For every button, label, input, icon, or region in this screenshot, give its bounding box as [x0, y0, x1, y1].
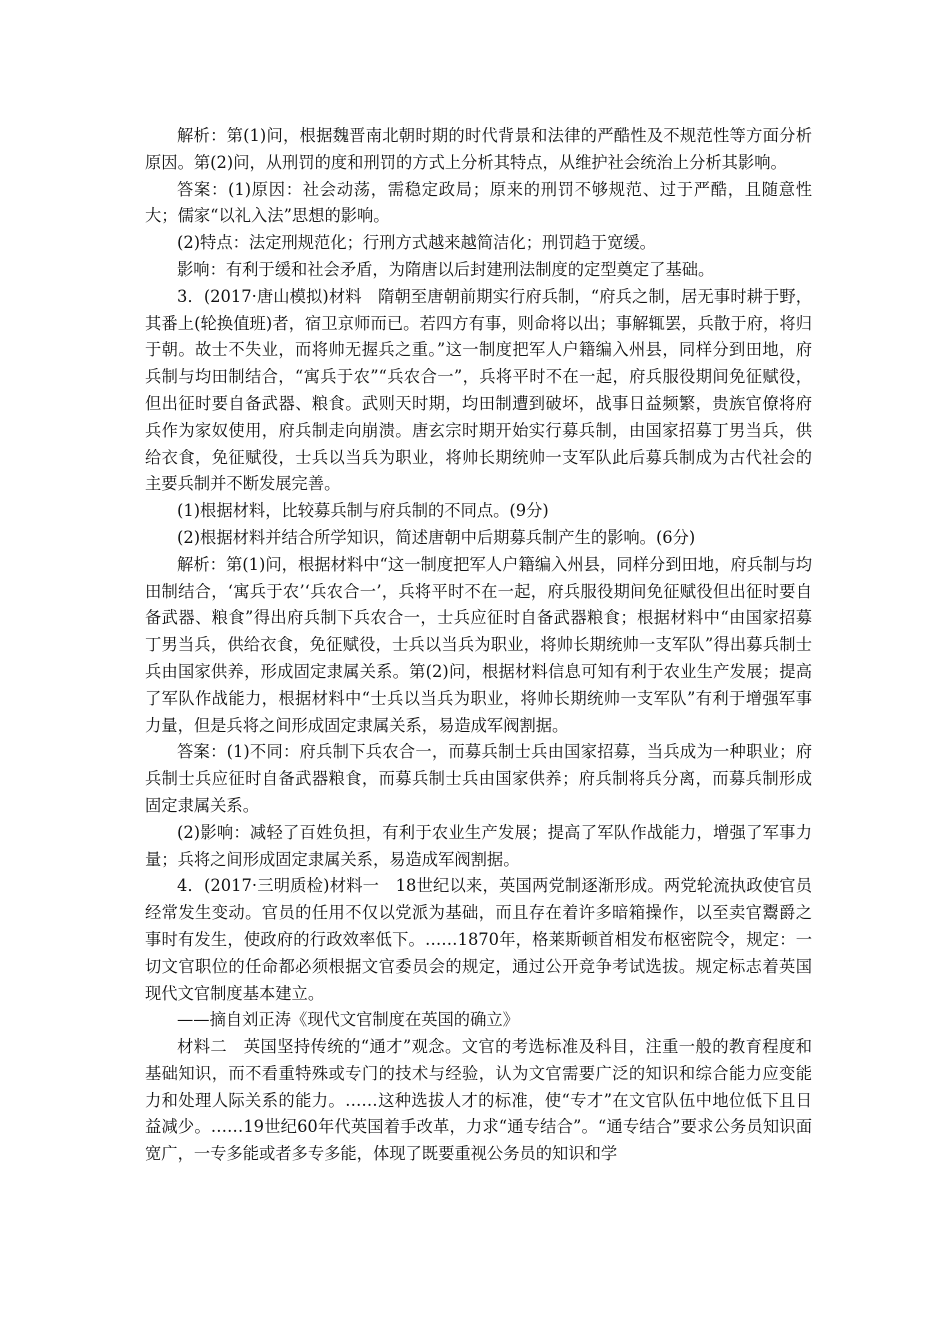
question-3-answer-2: (2)影响：减轻了百姓负担，有利于农业生产发展；提高了军队作战能力，增强了军事力量；兵将之间形成固定隶属关系，易造成军阀割据。: [145, 822, 812, 869]
answer-impact-paragraph: 影响：有利于缓和社会矛盾，为隋唐以后封建刑法制度的定型奠定了基础。: [177, 259, 715, 279]
question-3-part-1: (1)根据材料，比较募兵制与府兵制的不同点。(9分): [177, 501, 549, 521]
question-4-material-one: 4．(2017·三明质检)材料一 18世纪以来，英国两党制逐渐形成。两党轮流执政使官员经常发生变动。官员的任用不仅以党派为基础，而且存在着许多暗箱操作，以至卖官鬻爵之事时有发生，使政府的行政效率低下。……1870年，格莱斯顿首相发布枢密院令，规定：一切文官职位的任命都必须根据文官委员会的规定，通过公开竞争考试选拔。规定标志着英国现代文官制度基本建立。: [145, 876, 812, 1003]
source-citation: ——摘自刘正涛《现代文官制度在英国的确立》: [177, 1010, 519, 1030]
question-3-answer-1: 答案：(1)不同：府兵制下兵农合一，而募兵制士兵由国家招募，当兵成为一种职业；府兵制士兵应征时自备武器粮食，而募兵制士兵由国家供养；府兵制将兵分离，而募兵制形成固定隶属关系。: [145, 742, 812, 815]
question-4-material-two: 材料二 英国坚持传统的“通才”观念。文官的考选标准及科目，注重一般的教育程度和基础知识，而不看重特殊或专门的技术与经验，认为文官需要广泛的知识和综合能力应变能力和处理人际关系的能力。……这种选拔人才的标准，使“专才”在文官队伍中地位低下且日益减少。……19世纪60年代英国着手改革，力求“通专结合”。“通专结合”要求公务员知识面宽广，一专多能或者多专多能，体现了既要重视公务员的知识和学: [145, 1037, 812, 1164]
question-3-part-2: (2)根据材料并结合所学知识，简述唐朝中后期募兵制产生的影响。(6分): [177, 527, 696, 547]
answer-paragraph: 答案：(1)原因：社会动荡，需稳定政局；原来的刑罚不够规范、过于严酷，且随意性大；儒家“以礼入法”思想的影响。: [145, 179, 812, 226]
answer-features-paragraph: (2)特点：法定刑规范化；行刑方式越来越简洁化；刑罚趋于宽缓。: [177, 233, 656, 253]
question-3-material: 3．(2017·唐山模拟)材料 隋朝至唐朝前期实行府兵制，“府兵之制，居无事时耕于野，其番上(轮换值班)者，宿卫京师而已。若四方有事，则命将以出；事解辄罢，兵散于府，将归于朝。故士不失业，而将帅无握兵之重。”这一制度把军人户籍编入州县，同样分到田地，府兵制与均田制结合，“寓兵于农”“兵农合一”，兵将平时不在一起，府兵服役期间免征赋役，但出征时要自备武器、粮食。武则天时期，均田制遭到破坏，战事日益频繁，贵族官僚将府兵作为家奴使用，府兵制走向崩溃。唐玄宗时期开始实行募兵制，由国家招募丁男当兵，供给衣食，免征赋役，士兵以当兵为职业，将帅长期统帅一支军队此后募兵制成为古代社会的主要兵制并不断发展完善。: [145, 286, 812, 494]
document-page: [145, 123, 812, 1168]
analysis-paragraph: 解析：第(1)问，根据魏晋南北朝时期的时代背景和法律的严酷性及不规范性等方面分析原因。第(2)问，从刑罚的度和刑罚的方式上分析其特点，从维护社会统治上分析其影响。: [145, 126, 812, 172]
question-3-analysis: 解析：第(1)问，根据材料中“这一制度把军人户籍编入州县，同样分到田地，府兵制与均田制结合，‘寓兵于农’‘兵农合一’，兵将平时不在一起，府兵服役期间免征赋役但出征时要自备武器、粮食”得出府兵制下兵农合一，士兵应征时自备武器粮食；根据材料中“由国家招募丁男当兵，供给衣食，免征赋役，士兵以当兵为职业，将帅长期统帅一支军队”得出募兵制士兵由国家供养，形成固定隶属关系。第(2)问，根据材料信息可知有利于农业生产发展；提高了军队作战能力，根据材料中“士兵以当兵为职业，将帅长期统帅一支军队”有利于增强军事力量，但是兵将之间形成固定隶属关系，易造成军阀割据。: [145, 554, 812, 735]
